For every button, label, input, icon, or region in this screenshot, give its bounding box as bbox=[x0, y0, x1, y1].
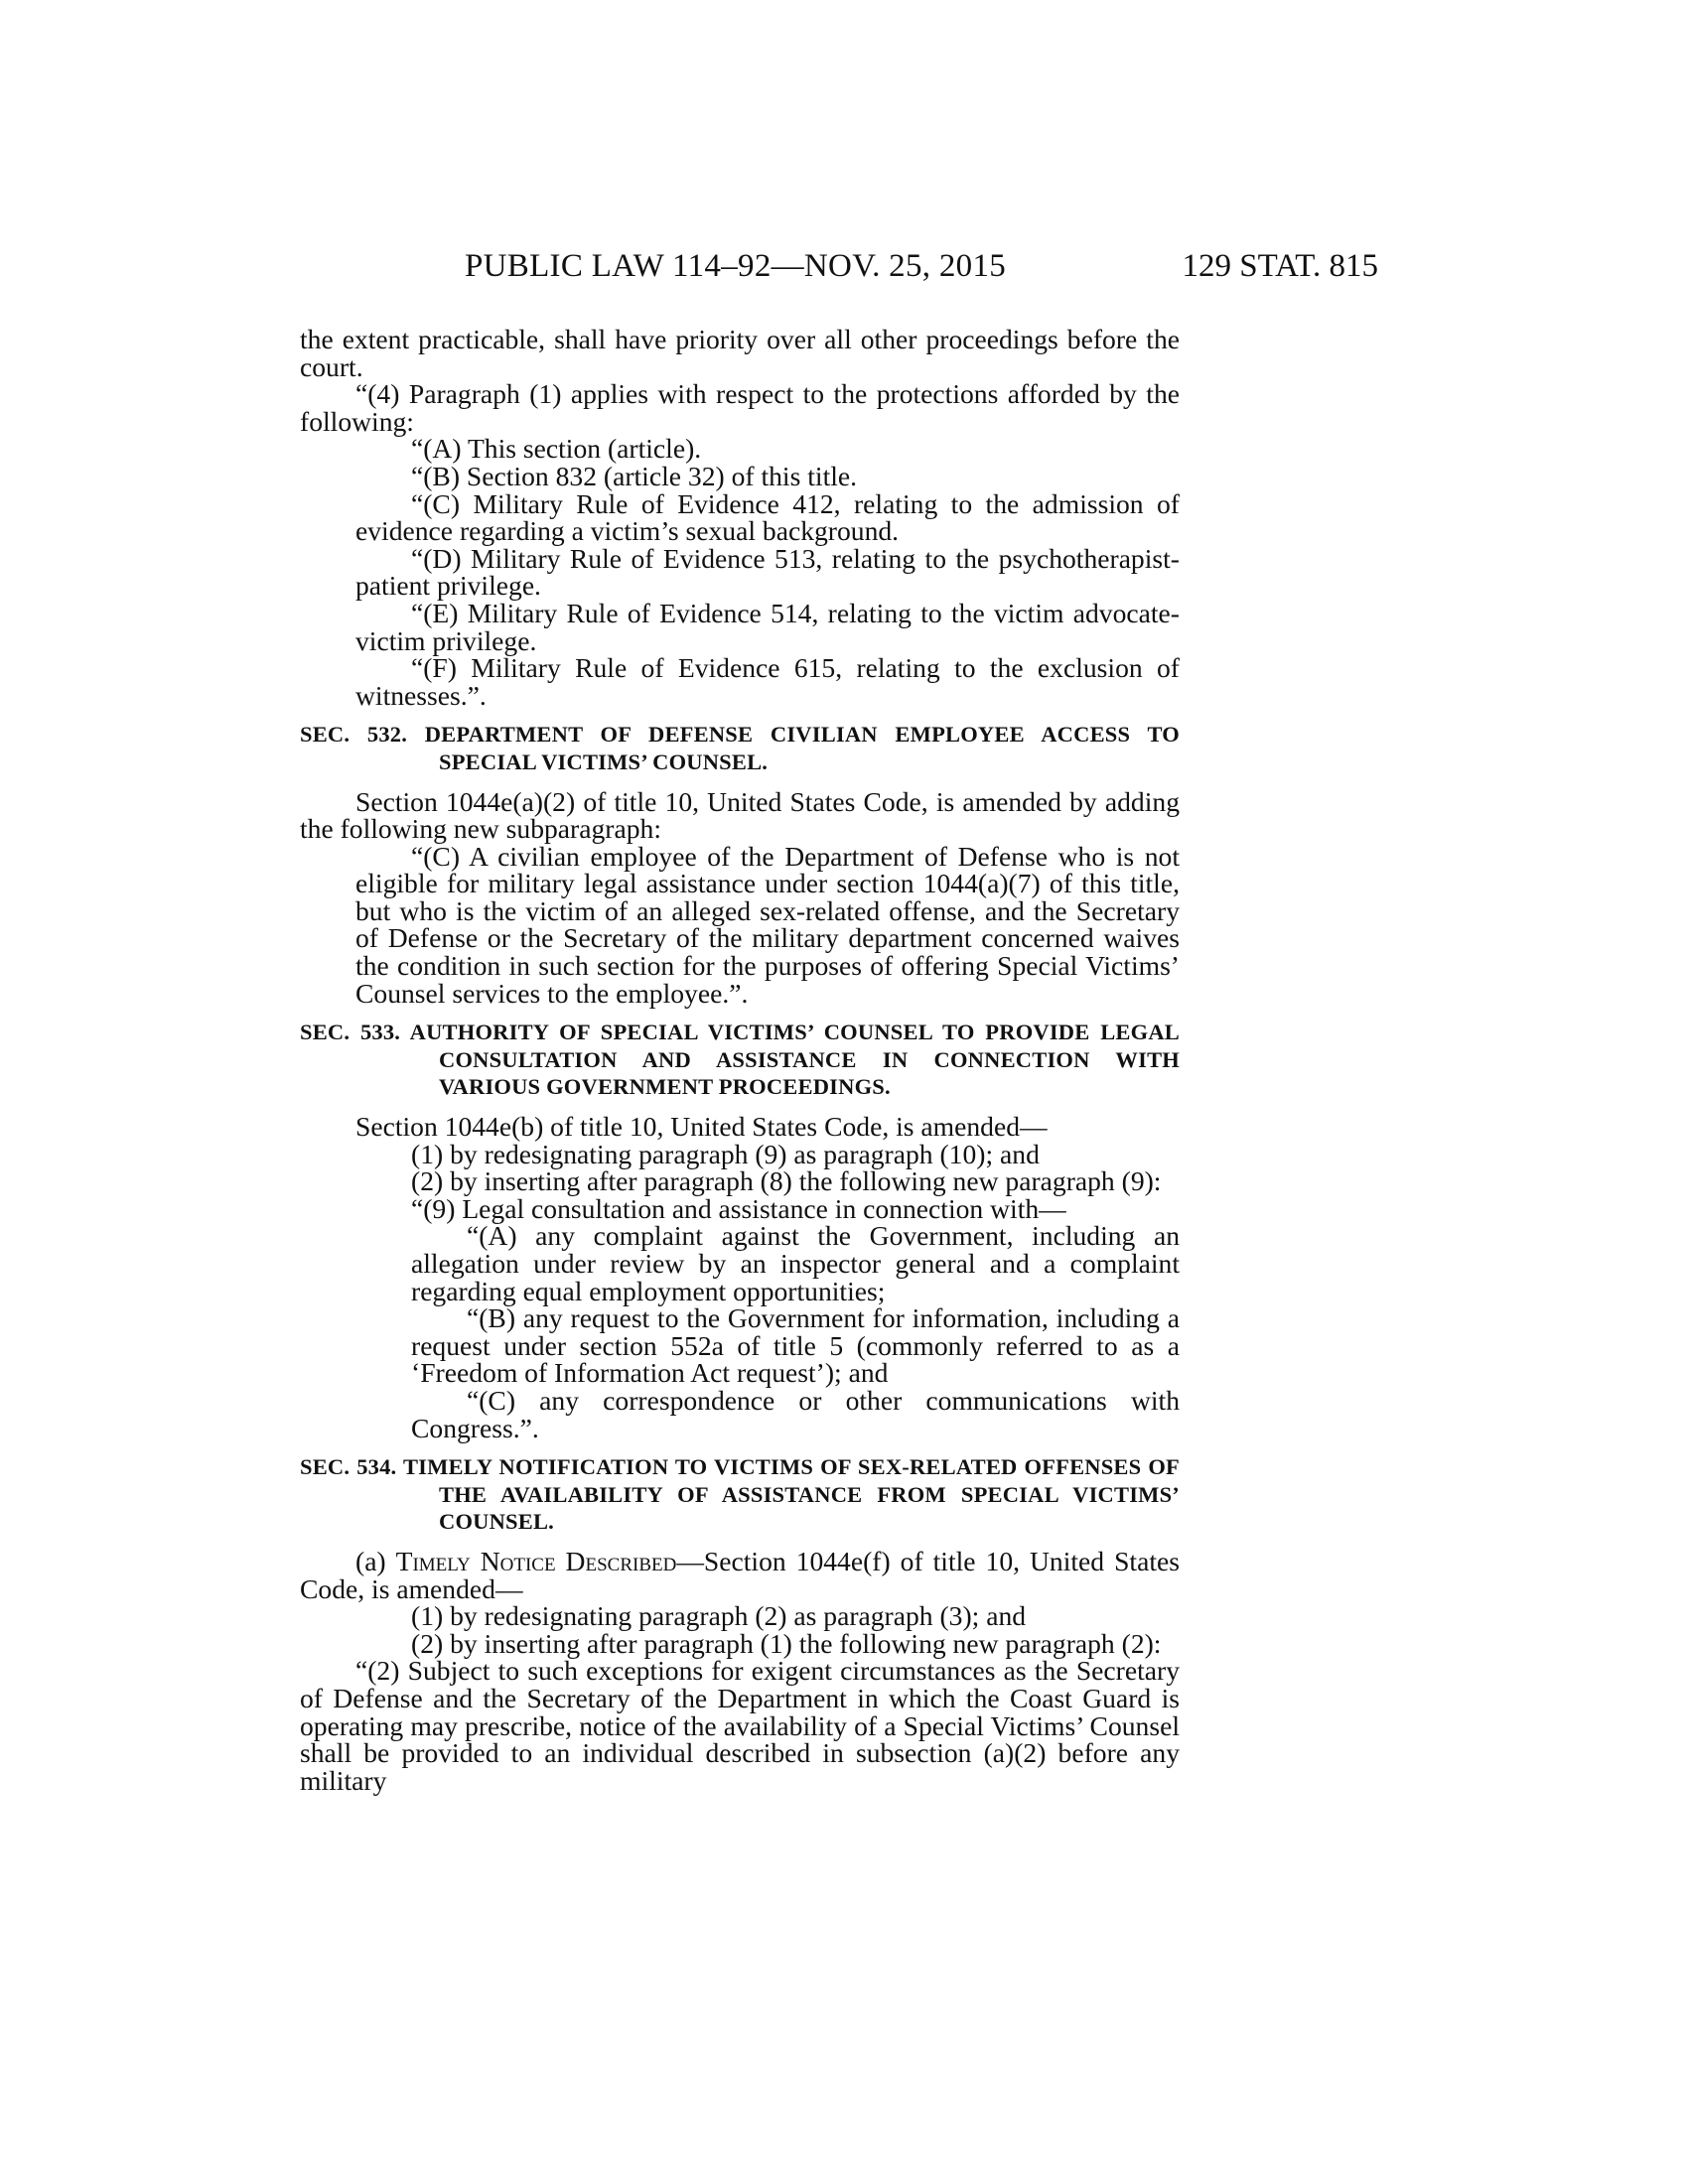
subparagraph: “(B) Section 832 (article 32) of this title. bbox=[411, 460, 858, 491]
page-header bbox=[298, 248, 1378, 288]
paragraph: (1) by redesignating paragraph (2) as paragraph (3); and bbox=[411, 1600, 1027, 1632]
section-heading: SEC. 532. DEPARTMENT OF DEFENSE CIVILIAN EMPLOYEE ACCESS TO SPECIAL VICTIMS’ COUNSEL. bbox=[300, 722, 1180, 774]
paragraph: “(4) Paragraph (1) applies with respect to the protections afforded by the following: bbox=[300, 378, 1180, 437]
subparagraph: “(A) This section (article). bbox=[411, 433, 702, 465]
paragraph: “(2) Subject to such exceptions for exigent circumstances as the Secretary of Defense and the Secretary of the Department in which the Coast Guard is operating may prescribe, notice of the availability of a Special Victims’ Counsel shall be provided to an individual described in subsection (a)(2) before any military bbox=[300, 1655, 1180, 1796]
subparagraph: “(9) Legal consultation and assistance in connection with— bbox=[411, 1192, 1066, 1224]
paragraph bbox=[300, 1545, 1180, 1604]
section-heading: SEC. 533. AUTHORITY OF SPECIAL VICTIMS’ COUNSEL TO PROVIDE LEGAL CONSULTATION AND ASSISTANCE IN CONNECTION WITH VARIOUS GOVERNMENT PROCEEDINGS. bbox=[300, 1020, 1180, 1100]
subparagraph: “(F) Military Rule of Evidence 615, relating to the exclusion of witnesses.”. bbox=[355, 652, 1180, 711]
paragraph: (1) by redesignating paragraph (9) as paragraph (10); and bbox=[411, 1138, 1040, 1169]
document-body bbox=[300, 326, 1180, 1794]
subparagraph: “(C) A civilian employee of the Department of Defense who is not eligible for military legal assistance under section 1044(a)(7) of this title, but who is the victim of an alleged sex-related offense, and the Secretary of Defense or the Secretary of the military department concerned waives the condition in such section for the purposes of offering Special Victims’ Counsel services to the employee.”. bbox=[355, 840, 1180, 1009]
paragraph: Section 1044e(a)(2) of title 10, United States Code, is amended by adding the following new subparagraph: bbox=[300, 785, 1180, 845]
subparagraph: “(D) Military Rule of Evidence 513, relating to the psychotherapist-patient privilege. bbox=[355, 542, 1180, 602]
paragraph: (2) by inserting after paragraph (1) the following new paragraph (2): bbox=[411, 1627, 1162, 1659]
clause: “(B) any request to the Government for information, including a request under section 552a of title 5 (commonly referred to as a ‘Freedom of Information Act request’); and bbox=[411, 1302, 1180, 1389]
statute-page-number: 129 STAT. 815 bbox=[1182, 248, 1378, 284]
subsection-number: (a) bbox=[355, 1545, 396, 1576]
paragraph: Section 1044e(b) of title 10, United States Code, is amended— bbox=[355, 1111, 1048, 1143]
paragraph: the extent practicable, shall have priority over all other proceedings before the court. bbox=[300, 324, 1180, 382]
clause: “(C) any correspondence or other communications with Congress.”. bbox=[411, 1384, 1180, 1443]
clause: “(A) any complaint against the Government, including an allegation under review by an inspector general and a complaint regarding equal employment opportunities; bbox=[411, 1220, 1180, 1306]
paragraph: (2) by inserting after paragraph (8) the following new paragraph (9): bbox=[411, 1165, 1162, 1197]
subparagraph: “(E) Military Rule of Evidence 514, relating to the victim advocate-victim privilege. bbox=[355, 597, 1180, 656]
subsection-heading: Timely Notice Described bbox=[395, 1545, 677, 1576]
subparagraph: “(C) Military Rule of Evidence 412, relating to the admission of evidence regarding a victim’s sexual background. bbox=[355, 487, 1180, 547]
running-title: PUBLIC LAW 114–92—NOV. 25, 2015 bbox=[465, 248, 1007, 284]
subsection-text: —Section 1044e(f) of title 10, United States Code, is amended— bbox=[300, 1545, 1180, 1604]
section-heading: SEC. 534. TIMELY NOTIFICATION TO VICTIMS OF SEX-RELATED OFFENSES OF THE AVAILABILITY OF ASSISTANCE FROM SPECIAL VICTIMS’ COUNSEL. bbox=[300, 1454, 1180, 1535]
